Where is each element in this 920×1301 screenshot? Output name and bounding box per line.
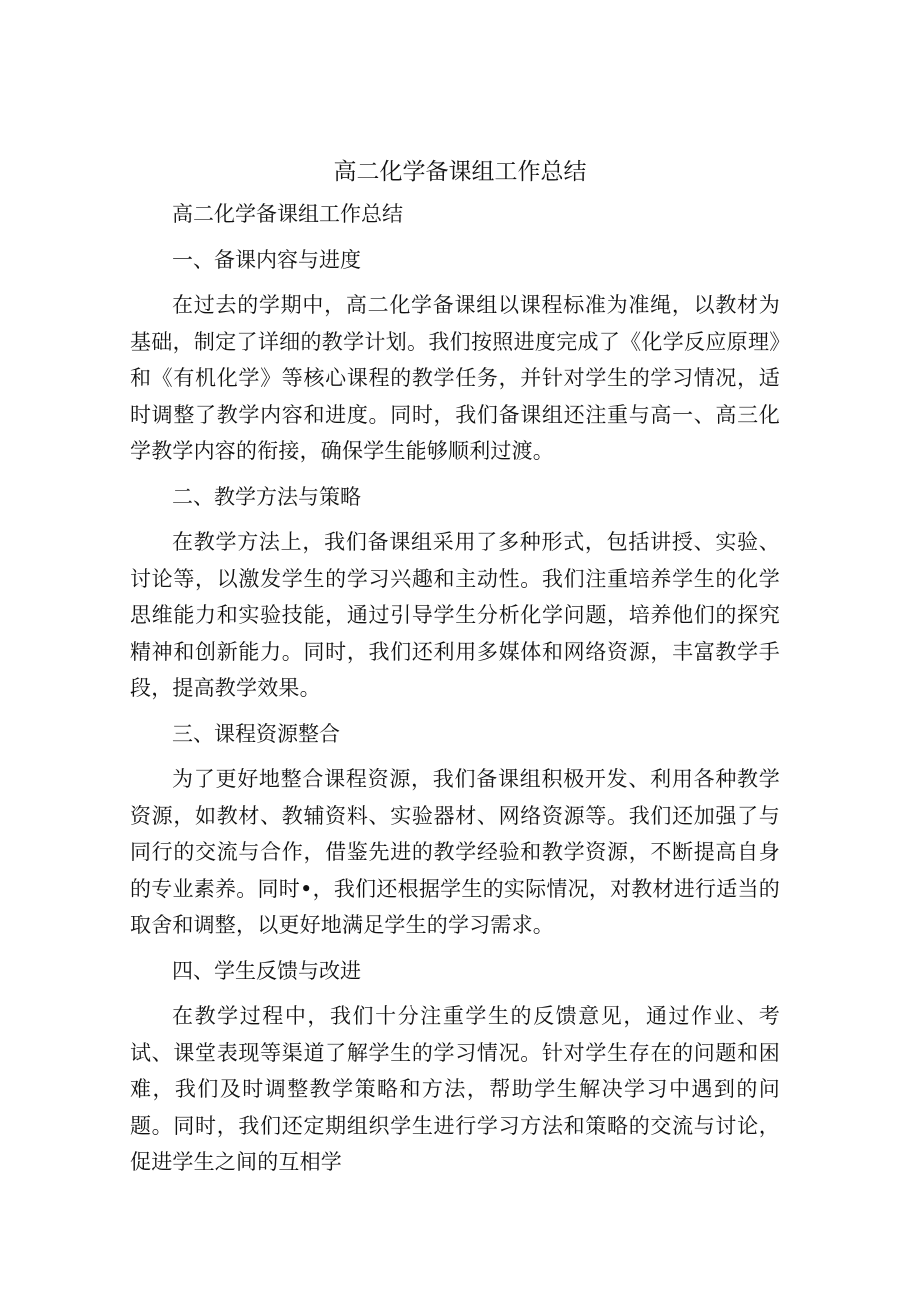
document-title: 高二化学备课组工作总结 — [333, 159, 587, 185]
section-text-2: 在教学方法上，我们备课组采用了多种形式，包括讲授、实验、讨论等，以激发学生的学习兴趣和主动性。我们注重培养学生的化学思维能力和实验技能，通过引导学生分析化学问题，培养他们的探究精神和创新能力。同时，我们还利用多媒体和网络资源，丰富教学手段，提高教学效果。 — [130, 530, 780, 700]
document-subtitle: 高二化学备课组工作总结 — [172, 202, 403, 226]
section-text-4: 在教学过程中，我们十分注重学生的反馈意见，通过作业、考试、课堂表现等渠道了解学生的学习情况。针对学生存在的问题和困难，我们及时调整教学策略和方法，帮助学生解决学习中遇到的问题。同时，我们还定期组织学生进行学习方法和策略的交流与讨论，促进学生之间的互相学 — [130, 1004, 780, 1174]
section-heading-2: 二、教学方法与策略 — [172, 484, 361, 509]
section-heading-3: 三、课程资源整合 — [172, 721, 340, 746]
section-text-1: 在过去的学期中，高二化学备课组以课程标准为准绳，以教材为基础，制定了详细的教学计划。我们按照进度完成了《化学反应原理》和《有机化学》等核心课程的教学任务，并针对学生的学习情况，适时调整了教学内容和进度。同时，我们备课组还注重与高一、高三化学教学内容的衔接，确保学生能够顺利过渡。 — [130, 293, 780, 463]
section-heading-1: 一、备课内容与进度 — [172, 247, 361, 272]
document-body — [130, 196, 780, 1181]
section-heading-4: 四、学生反馈与改进 — [172, 958, 361, 983]
section-text-3: 为了更好地整合课程资源，我们备课组积极开发、利用各种教学资源，如教材、教辅资料、实验器材、网络资源等。我们还加强了与同行的交流与合作，借鉴先进的教学经验和教学资源，不断提高自身的专业素养。同时•，我们还根据学生的实际情况，对教材进行适当的取舍和调整，以更好地满足学生的学习需求。 — [130, 767, 780, 937]
